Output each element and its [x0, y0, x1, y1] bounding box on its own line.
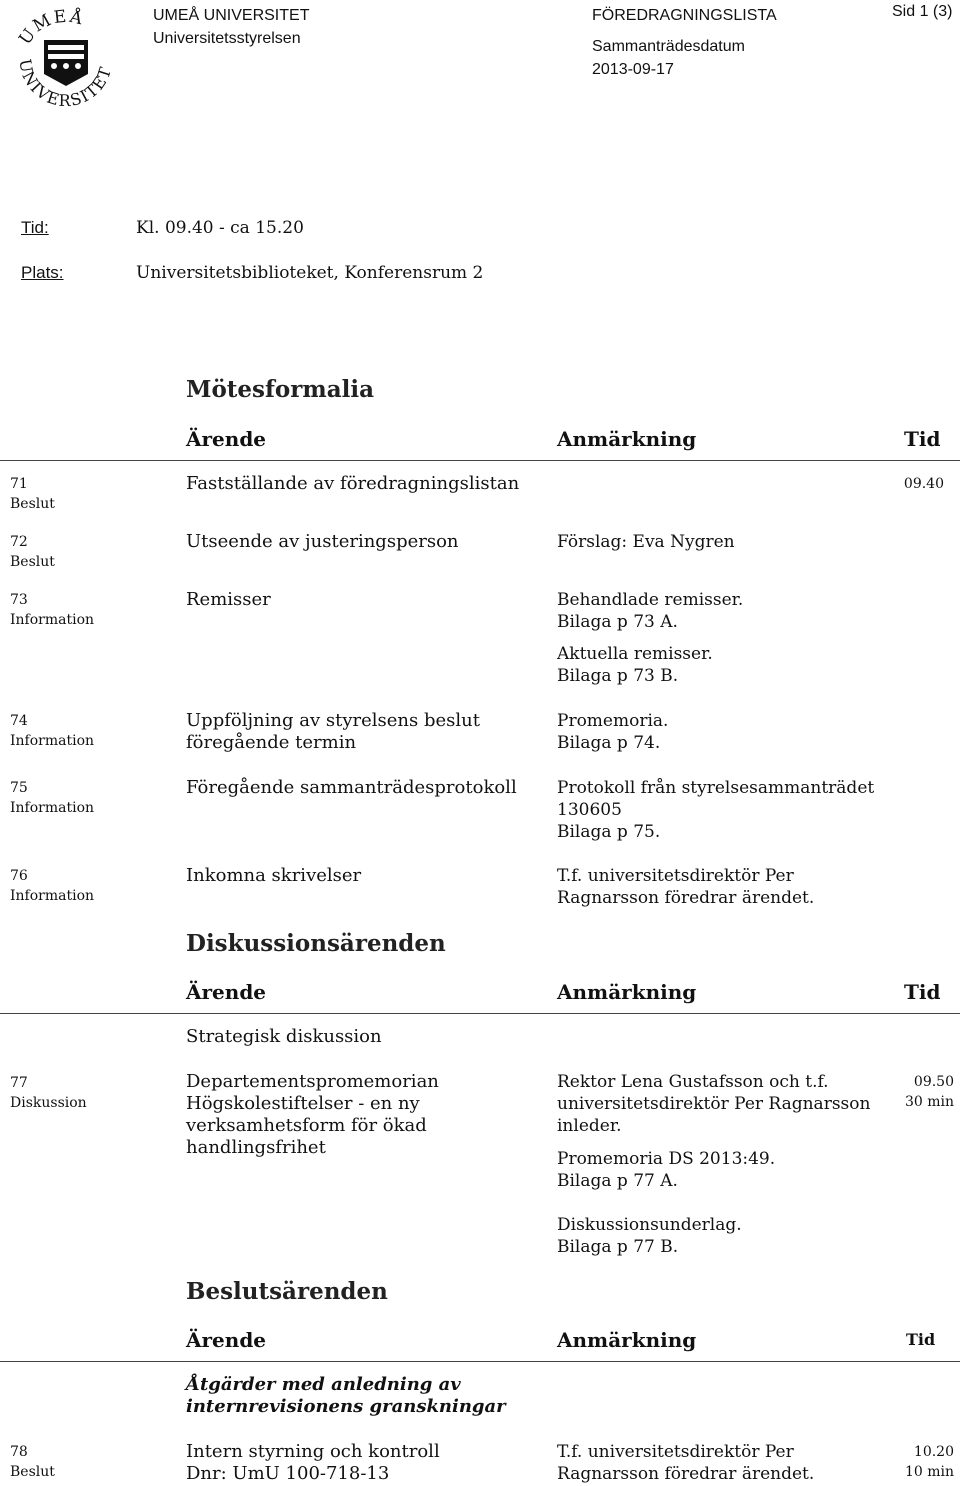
agenda-item-notes: Rektor Lena Gustafsson och t.f. universitetsdirektör Per Ragnarsson inleder. Promemoria DS 2013:49. Bilaga p 77 A. Diskussionsunderlag. Bilaga p 77 B.: [557, 1072, 871, 1257]
agenda-item-notes: Behandlade remisser. Bilaga p 73 A. Aktuella remisser. Bilaga p 73 B.: [557, 590, 744, 686]
column-header-tid: Tid: [904, 980, 941, 1004]
svg-text:UNIVERSITET: UNIVERSITET: [15, 57, 116, 111]
tid-label: Tid:: [21, 218, 49, 237]
agenda-item-title: Remisser: [186, 589, 271, 610]
agenda-item-title: Föregående sammanträdesprotokoll: [186, 777, 517, 798]
svg-text:UMEÅ: UMEÅ: [15, 6, 87, 49]
agenda-item-time: 09.50 30 min: [904, 1074, 954, 1110]
agenda-item-notes: Promemoria. Bilaga p 74.: [557, 711, 669, 753]
agenda-item-title: Uppföljning av styrelsens beslut föregående termin: [186, 710, 480, 753]
column-header-tid: Tid: [906, 1330, 936, 1349]
column-header-anmarkning: Anmärkning: [557, 980, 697, 1004]
discussion-subheading: Strategisk diskussion: [186, 1026, 382, 1047]
agenda-item-title: Utseende av justeringsperson: [186, 531, 459, 552]
column-header-anmarkning: Anmärkning: [557, 427, 697, 451]
agenda-item-title: Inkomna skrivelser: [186, 865, 362, 886]
plats-value: Universitetsbiblioteket, Konferensrum 2: [136, 263, 484, 283]
agenda-item-notes: Förslag: Eva Nygren: [557, 532, 735, 552]
plats-label: Plats:: [21, 263, 64, 282]
agenda-item-title: Departementspromemorian Högskolestiftelser - en ny verksamhetsform för ökad handlingsfrihet: [186, 1071, 439, 1158]
date-label: Sammanträdesdatum: [592, 38, 745, 55]
agenda-item-number: 77 Diskussion: [10, 1075, 87, 1111]
university-seal-logo: [6, 4, 126, 122]
agenda-item-number: 78 Beslut: [10, 1444, 55, 1480]
decision-subheading: Åtgärder med anledning av internrevisionens granskningar: [186, 1374, 506, 1417]
doc-type: FÖREDRAGNINGSLISTA: [592, 7, 777, 24]
agenda-item-notes: T.f. universitetsdirektör Per Ragnarsson föredrar ärendet.: [557, 866, 815, 908]
agenda-item-number: 75 Information: [10, 780, 95, 816]
column-header-arende: Ärende: [186, 427, 267, 451]
agenda-item-time: 09.40: [903, 476, 944, 492]
agenda-item-number: 72 Beslut: [10, 534, 55, 570]
dept-name: Universitetsstyrelsen: [153, 30, 301, 47]
tid-value: Kl. 09.40 - ca 15.20: [136, 218, 304, 238]
section-heading-motesformalia: Mötesformalia: [186, 376, 374, 403]
header-rule: [0, 460, 960, 461]
agenda-item-number: 73 Information: [10, 592, 95, 628]
page-number: Sid 1 (3): [892, 3, 953, 20]
header-rule: [0, 1013, 960, 1014]
agenda-item-number: 71 Beslut: [10, 476, 55, 512]
column-header-anmarkning: Anmärkning: [557, 1328, 697, 1352]
agenda-item-time: 10.20 10 min: [904, 1444, 954, 1480]
agenda-item-notes: Protokoll från styrelsesammanträdet 130605 Bilaga p 75.: [557, 778, 875, 842]
agenda-item-number: 76 Information: [10, 868, 95, 904]
column-header-tid: Tid: [904, 427, 941, 451]
header-rule: [0, 1361, 960, 1362]
org-name: UMEÅ UNIVERSITET: [153, 7, 310, 24]
column-header-arende: Ärende: [186, 1328, 267, 1352]
agenda-item-title: Fastställande av föredragningslistan: [186, 473, 520, 494]
meeting-date: 2013-09-17: [592, 61, 674, 78]
agenda-item-title: Intern styrning och kontroll Dnr: UmU 100-718-13: [186, 1441, 440, 1484]
section-heading-beslut: Beslutsärenden: [186, 1278, 388, 1305]
agenda-item-notes: T.f. universitetsdirektör Per Ragnarsson föredrar ärendet.: [557, 1442, 815, 1484]
section-heading-diskussion: Diskussionsärenden: [186, 930, 446, 957]
agenda-item-number: 74 Information: [10, 713, 95, 749]
column-header-arende: Ärende: [186, 980, 267, 1004]
